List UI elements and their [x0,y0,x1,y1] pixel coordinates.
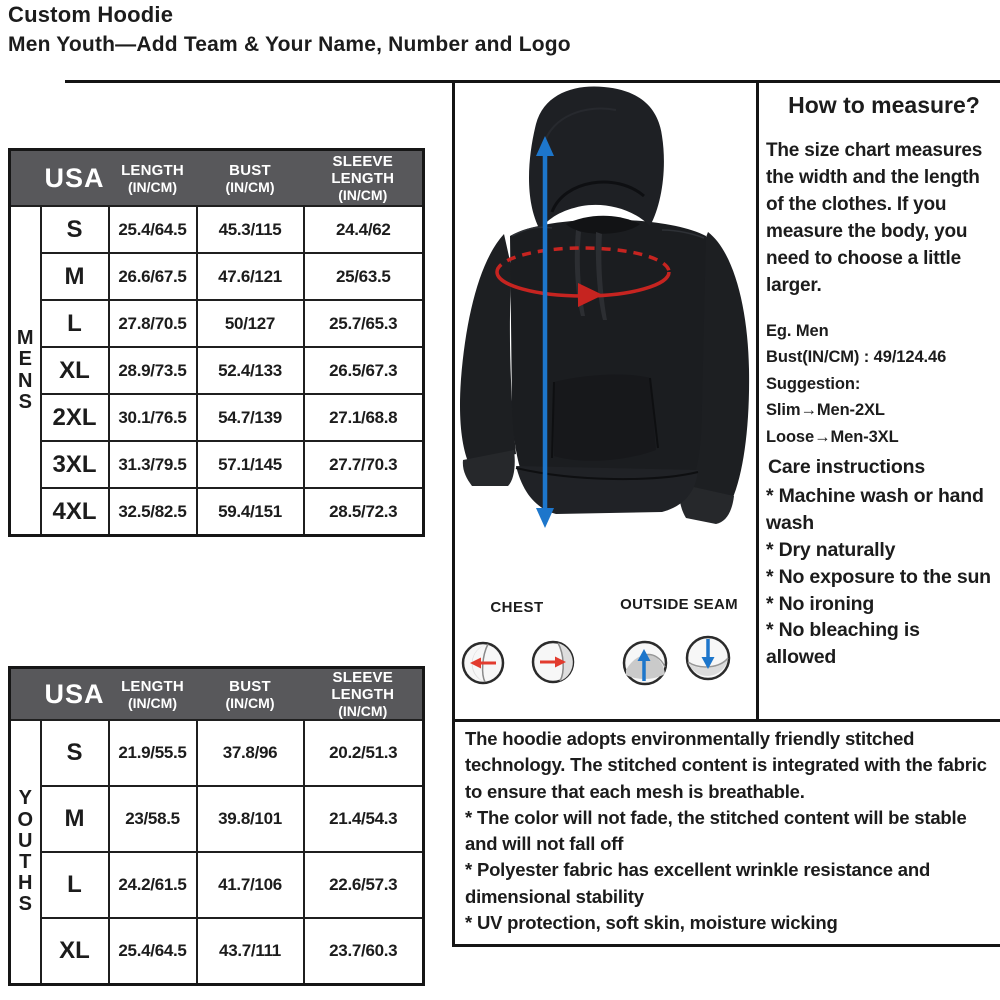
size-row [10,300,424,347]
sizing-example-line: Eg. Men [766,322,829,340]
care-item: * Machine wash or hand wash [766,484,984,534]
sizing-example [766,318,998,450]
size-row [10,441,424,488]
sizing-example-line: Suggestion: [766,374,861,393]
size-row [10,786,424,852]
size-row [10,488,424,536]
column-header: LENGTH (IN/CM) [109,668,197,721]
measurement-cell: 45.3/115 [197,206,304,253]
size-row [10,720,424,786]
size-row [10,347,424,394]
hoodie-product-photo [456,84,754,582]
left-column-divider [452,80,455,719]
header-row [10,668,424,721]
care-item: * Dry naturally [766,538,896,561]
measurement-cell: 54.7/139 [197,394,304,441]
care-heading: Care instructions [768,456,925,478]
measurement-cell: 26.6/67.5 [109,253,197,300]
measurement-cell: 39.8/101 [197,786,304,852]
description-paragraph: * Polyester fabric has excellent wrinkle resistance and dimensional stability [465,859,931,907]
size-row [10,253,424,300]
size-chart-table [8,666,425,986]
measurement-cell: 57.1/145 [197,441,304,488]
sizing-example-line: Bust(IN/CM) : 49/124.46 [766,348,947,367]
top-divider [65,80,1000,83]
region-header: USA [41,150,109,207]
header-spacer [10,150,41,207]
measurement-cell: 28.5/72.3 [304,488,424,536]
measurement-cell: 52.4/133 [197,347,304,394]
measurement-cell: 28.9/73.5 [109,347,197,394]
column-header: LENGTH (IN/CM) [109,150,197,207]
measurement-cell: 31.3/79.5 [109,441,197,488]
measurement-cell: 25.7/65.3 [304,300,424,347]
measurement-cell: 59.4/151 [197,488,304,536]
measurement-cell: 21.4/54.3 [304,786,424,852]
size-cell: 3XL [41,441,109,488]
outside-seam-down-icon [687,637,729,679]
product-title: Custom Hoodie [8,2,174,27]
size-cell: S [41,720,109,786]
header-spacer [10,668,41,721]
chest-measure-left-icon [463,643,503,683]
column-header: BUST (IN/CM) [197,150,304,207]
measurement-cell: 32.5/82.5 [109,488,197,536]
sizing-example-line: Loose→Men-3XL [766,427,899,446]
how-to-measure-heading: How to measure? [788,92,980,118]
region-header: USA [41,668,109,721]
measurement-cell: 27.7/70.3 [304,441,424,488]
product-description-box [452,719,1000,947]
measurement-cell: 43.7/111 [197,918,304,985]
measurement-cell: 25.4/64.5 [109,206,197,253]
measurement-cell: 24.4/62 [304,206,424,253]
column-header: BUST (IN/CM) [197,668,304,721]
measurement-cell: 22.6/57.3 [304,852,424,918]
measurement-cell: 25.4/64.5 [109,918,197,985]
youths-size-chart [8,666,425,986]
group-label: M E N S [10,206,41,536]
description-paragraph: * The color will not fade, the stitched content will be stable and will not fall off [465,806,967,855]
size-row [10,206,424,253]
outside-seam-up-icon [624,642,666,684]
right-column-divider [756,80,759,719]
care-item: * No ironing [766,592,875,615]
size-cell: 2XL [41,394,109,441]
chest-measure-right-icon [533,642,573,682]
care-item: * No exposure to the sun [766,565,991,588]
size-cell: XL [41,347,109,394]
measure-icons [452,630,756,704]
hoodie-illustration [456,84,754,582]
size-row [10,918,424,985]
measurement-cell: 37.8/96 [197,720,304,786]
header-row [10,150,424,207]
size-cell: L [41,300,109,347]
measurement-cell: 24.2/61.5 [109,852,197,918]
product-subtitle: Men Youth—Add Team & Your Name, Number and Logo [8,33,571,56]
care-item: * No bleaching is allowed [766,619,920,669]
measurement-cell: 20.2/51.3 [304,720,424,786]
mens-size-chart [8,148,425,537]
measurement-cell: 23/58.5 [109,786,197,852]
measurement-cell: 23.7/60.3 [304,918,424,985]
outside-seam-label: OUTSIDE SEAM [620,596,738,613]
measurement-cell: 41.7/106 [197,852,304,918]
measurement-cell: 47.6/121 [197,253,304,300]
size-chart-table [8,148,425,537]
size-cell: S [41,206,109,253]
measurement-cell: 25/63.5 [304,253,424,300]
description-paragraph: * UV protection, soft skin, moisture wicking [465,911,838,933]
size-row [10,394,424,441]
column-header: SLEEVE LENGTH (IN/CM) [304,150,424,207]
size-cell: 4XL [41,488,109,536]
measurement-cell: 21.9/55.5 [109,720,197,786]
measurement-cell: 27.1/68.8 [304,394,424,441]
group-label: Y O U T H S [10,720,41,985]
sizing-example-line: Slim→Men-2XL [766,401,885,420]
chest-label: CHEST [490,599,544,616]
size-row [10,852,424,918]
measurement-cell: 27.8/70.5 [109,300,197,347]
how-to-measure-panel [766,92,1000,712]
size-cell: M [41,253,109,300]
size-cell: XL [41,918,109,985]
size-cell: M [41,786,109,852]
size-cell: L [41,852,109,918]
measurement-cell: 26.5/67.3 [304,347,424,394]
how-to-measure-body: The size chart measures the width and the length of the clothes. If you measure the body, you need to choose a little larger. [766,140,983,296]
care-list [766,483,992,671]
measurement-cell: 50/127 [197,300,304,347]
measurement-cell: 30.1/76.5 [109,394,197,441]
care-instructions [766,454,992,671]
column-header: SLEEVE LENGTH (IN/CM) [304,668,424,721]
description-paragraph: The hoodie adopts environmentally friendly stitched technology. The stitched content is integrated with the fabric to ensure that each mesh is breathable. [465,728,987,802]
